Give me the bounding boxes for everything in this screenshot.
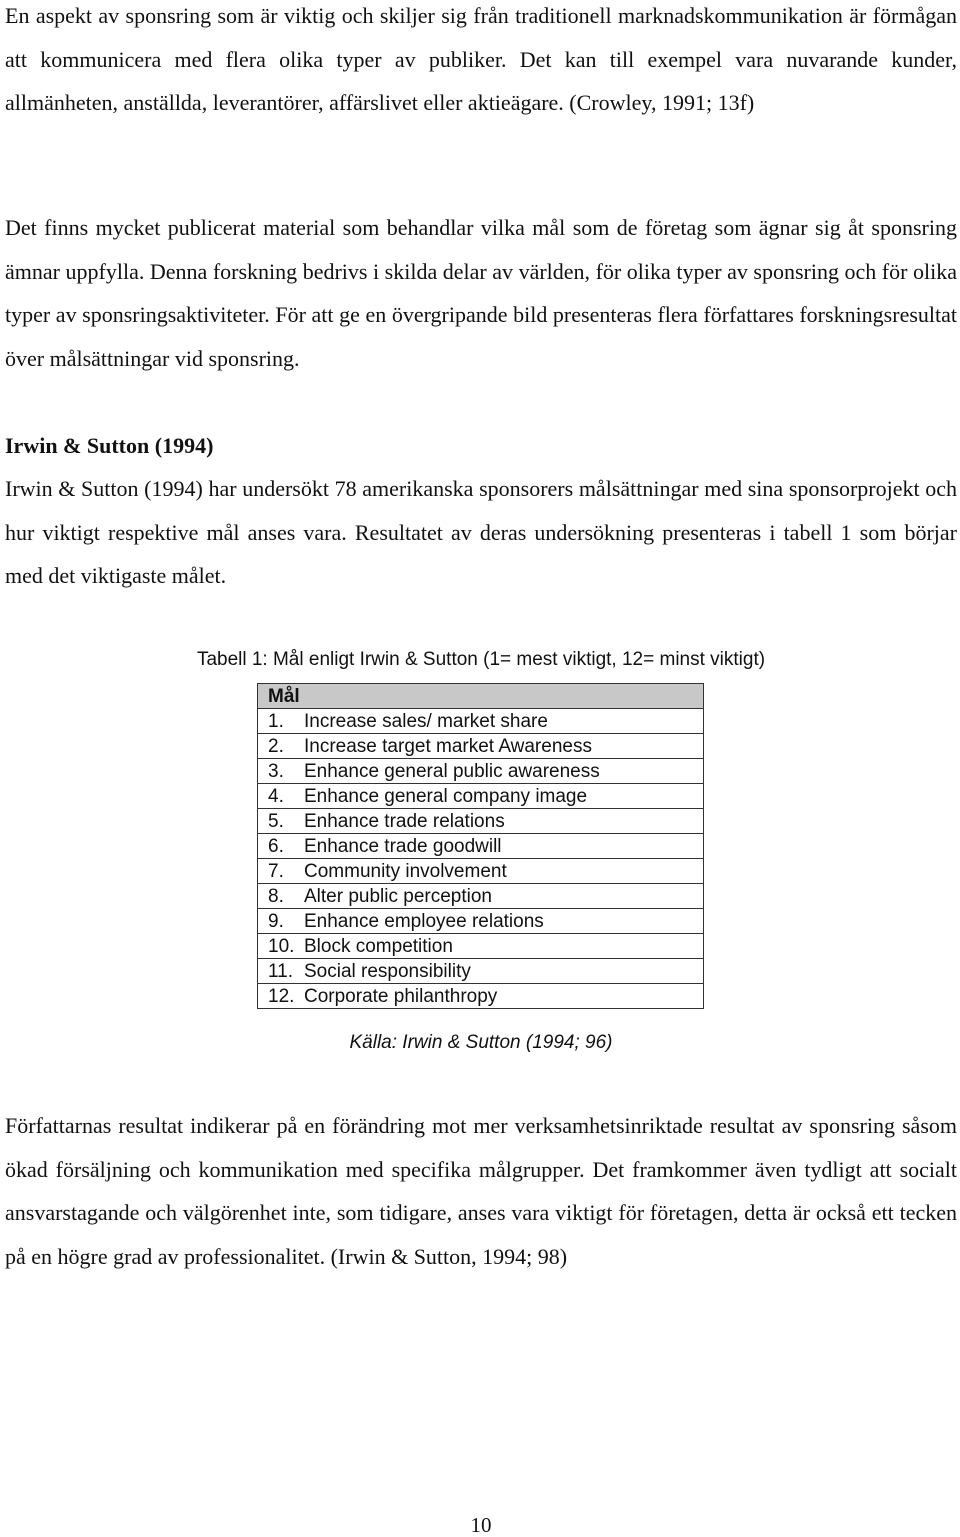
table-cell <box>258 984 704 1009</box>
table-cell <box>258 809 704 834</box>
table-cell <box>258 784 704 809</box>
table-header-row <box>258 684 704 709</box>
table-row <box>258 934 704 959</box>
row-goal: Increase target market Awareness <box>304 735 592 757</box>
table-row <box>258 884 704 909</box>
table-row <box>258 734 704 759</box>
table-row <box>258 834 704 859</box>
paragraph-audiences: En aspekt av sponsring som är viktig och skiljer sig från traditionell marknadskommunikation är förmågan att kommunicera med flera olika typer av publiker. Det kan till exempel vara nuvarande kunder, allmänheten, anställda, leverantörer, affärslivet eller aktieägare. (Crowley, 1991; 13f) <box>5 3 957 115</box>
table-row <box>258 709 704 734</box>
table-source: Källa: Irwin & Sutton (1994; 96) <box>349 1032 613 1053</box>
row-goal: Increase sales/ market share <box>304 710 548 732</box>
row-goal: Enhance trade relations <box>304 810 505 832</box>
table-cell <box>258 959 704 984</box>
row-number: 5. <box>268 810 284 832</box>
table-cell <box>258 934 704 959</box>
row-number: 7. <box>268 860 284 882</box>
row-goal: Enhance general company image <box>304 785 588 807</box>
section-heading: Irwin & Sutton (1994) <box>5 433 214 458</box>
table-row <box>258 759 704 784</box>
row-number: 11. <box>268 960 294 982</box>
row-number: 4. <box>268 785 284 807</box>
row-goal: Corporate philanthropy <box>304 985 498 1007</box>
row-goal: Social responsibility <box>304 960 471 982</box>
paragraph-irwin-sutton-study: Irwin & Sutton (1994) har undersökt 78 amerikanska sponsorers målsättningar med sina sponsorprojekt och hur viktigt respektive mål anses vara. Resultatet av deras undersökning presenteras i tabell 1 som börjar med det viktigaste målet. <box>5 476 957 588</box>
row-goal: Block competition <box>304 935 453 957</box>
row-number: 8. <box>268 885 284 907</box>
row-goal: Enhance employee relations <box>304 910 544 932</box>
row-number: 2. <box>268 735 284 757</box>
row-number: 6. <box>268 835 284 857</box>
table-caption: Tabell 1: Mål enligt Irwin & Sutton (1= mest viktigt, 12= minst viktigt) <box>196 649 766 670</box>
table-cell <box>258 909 704 934</box>
row-number: 3. <box>268 760 284 782</box>
table-header-cell: Mål <box>258 684 704 709</box>
row-goal: Enhance general public awareness <box>304 760 600 782</box>
row-goal: Enhance trade goodwill <box>304 835 502 857</box>
table-row <box>258 784 704 809</box>
row-goal: Alter public perception <box>304 885 492 907</box>
table-cell <box>258 734 704 759</box>
row-number: 10. <box>268 935 295 957</box>
table-row <box>258 809 704 834</box>
row-number: 1. <box>268 710 284 732</box>
table-row <box>258 859 704 884</box>
row-number: 9. <box>268 910 284 932</box>
table-cell <box>258 709 704 734</box>
page-number: 10 <box>470 1513 492 1537</box>
row-number: 12. <box>268 985 295 1007</box>
document-page <box>5 0 957 1537</box>
table-row <box>258 984 704 1009</box>
table-row <box>258 909 704 934</box>
table-cell <box>258 834 704 859</box>
table-cell <box>258 759 704 784</box>
paragraph-research-overview: Det finns mycket publicerat material som behandlar vilka mål som de företag som ägnar sig åt sponsring ämnar uppfylla. Denna forskning bedrivs i skilda delar av världen, för olika typer av sponsring och för olika typer av sponsringsaktiviteter. För att ge en övergripande bild presenteras flera författares forskningsresultat över målsättningar vid sponsring. <box>5 215 957 371</box>
table-row <box>258 959 704 984</box>
table-cell <box>258 884 704 909</box>
row-goal: Community involvement <box>304 860 507 882</box>
table-cell <box>258 859 704 884</box>
paragraph-author-results: Författarnas resultat indikerar på en förändring mot mer verksamhetsinriktade resultat av sponsring såsom ökad försäljning och kommunikation med specifika målgrupper. Det framkommer även tydligt att socialt ansvarstagande och välgörenhet inte, som tidigare, anses vara viktigt för företagen, detta är också ett tecken på en högre grad av professionalitet. (Irwin & Sutton, 1994; 98) <box>5 1113 957 1269</box>
goals-table <box>257 683 704 1009</box>
